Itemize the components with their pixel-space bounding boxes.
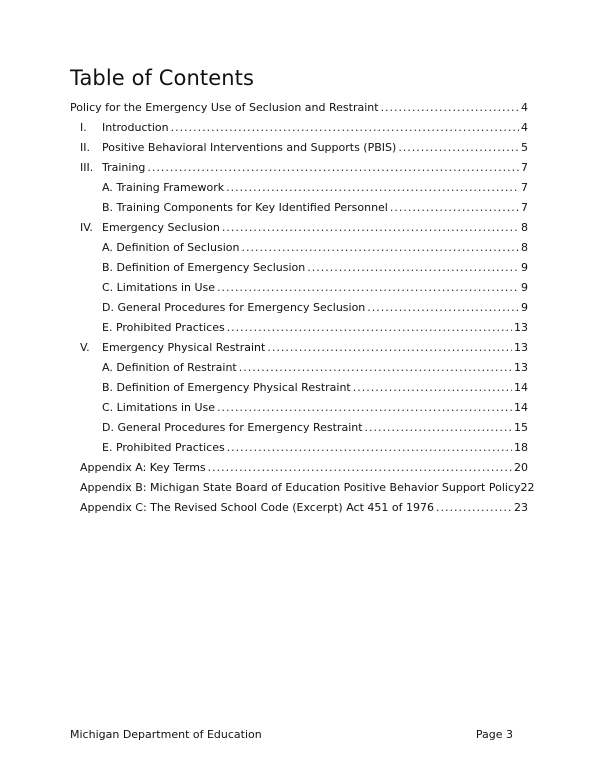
toc-page-number: 13 [514, 361, 528, 374]
toc-entry-number: IV. [80, 221, 93, 234]
toc-entry[interactable] [80, 160, 528, 176]
toc-entry[interactable] [102, 380, 528, 396]
toc-entry-title [80, 140, 396, 156]
toc-entry-title [102, 260, 305, 276]
toc-page-number: 9 [521, 261, 528, 274]
toc-entry[interactable] [80, 120, 528, 136]
toc-page-number: 4 [521, 101, 528, 114]
toc-entry-title [102, 420, 363, 436]
toc-entry-title [80, 460, 206, 476]
toc-entry[interactable] [102, 180, 528, 196]
toc-entry-title [102, 320, 225, 336]
toc-entry-label: C. Limitations in Use [102, 401, 216, 414]
toc-entry[interactable] [102, 240, 528, 256]
toc-entry-title [80, 340, 265, 356]
toc-entry-title [102, 280, 215, 296]
footer-page-number: Page 3 [475, 728, 513, 741]
toc-page-number: 14 [514, 401, 528, 414]
toc-dot-leader [242, 240, 520, 256]
toc-page-number: 20 [514, 461, 528, 474]
toc-entry-title [102, 380, 351, 396]
toc-entry-label: Training [102, 161, 146, 174]
toc-dot-leader [226, 180, 519, 196]
toc-dot-leader [227, 320, 512, 336]
toc-page-number: 22 [520, 481, 535, 494]
toc-entry[interactable] [102, 360, 528, 376]
toc-page-number: 15 [514, 421, 528, 434]
toc-dot-leader [222, 220, 519, 236]
toc-entry-title [102, 180, 224, 196]
toc-entry-label: D. General Procedures for Emergency Restraint [102, 421, 363, 434]
toc-dot-leader [239, 360, 512, 376]
toc-page-number: 8 [521, 221, 528, 234]
toc-page-number: 14 [514, 381, 528, 394]
toc-entry-title [80, 120, 169, 136]
toc-entry[interactable] [102, 280, 528, 296]
toc-entry[interactable] [102, 400, 528, 416]
toc-entry-label: Appendix C: The Revised School Code (Excerpt) Act 451 of 1976 [80, 501, 434, 514]
toc-dot-leader [217, 400, 512, 416]
toc-page-number: 7 [521, 181, 528, 194]
toc-page-number: 9 [521, 281, 528, 294]
toc-entry[interactable] [102, 420, 528, 436]
toc-entry[interactable] [102, 320, 528, 336]
footer-organization: Michigan Department of Education [70, 728, 262, 741]
toc-entry-number: II. [80, 141, 90, 154]
toc-entry-label: Appendix A: Key Terms [80, 461, 206, 474]
toc-entry-label: B. Definition of Emergency Seclusion [102, 261, 306, 274]
toc-dot-leader [398, 140, 519, 156]
toc-entry-number: III. [80, 161, 94, 174]
toc-dot-leader [208, 460, 512, 476]
toc-dot-leader [171, 120, 519, 136]
toc-dot-leader [307, 260, 519, 276]
toc-entry-label: A. Definition of Restraint [102, 361, 237, 374]
toc-dot-leader [147, 160, 519, 176]
toc-dot-leader [390, 200, 519, 216]
toc-dot-leader [353, 380, 512, 396]
toc-entry[interactable] [102, 300, 528, 316]
toc-dot-leader [367, 300, 519, 316]
toc-entry-label: A. Training Framework [102, 181, 225, 194]
toc-dot-leader [227, 440, 512, 456]
toc-dot-leader [365, 420, 512, 436]
toc-entry-title [102, 440, 225, 456]
toc-dot-leader [267, 340, 512, 356]
toc-entry-number: I. [80, 121, 87, 134]
toc-entry-title [80, 220, 220, 236]
toc-entry-title [102, 300, 365, 316]
toc-page-number: 18 [514, 441, 528, 454]
page-title: Table of Contents [70, 66, 255, 90]
toc-entry-label: Appendix B: Michigan State Board of Education Positive Behavior Support Policy [80, 481, 521, 494]
toc-entry[interactable] [80, 480, 535, 496]
toc-entry-label: Introduction [102, 121, 169, 134]
toc-page-number: 9 [521, 301, 528, 314]
toc-entry-label: Emergency Physical Restraint [102, 341, 266, 354]
toc-entry[interactable] [102, 260, 528, 276]
toc-dot-leader [381, 100, 519, 116]
toc-entry-label: Emergency Seclusion [102, 221, 220, 234]
toc-page-number: 13 [514, 341, 528, 354]
toc-entry-label: E. Prohibited Practices [102, 321, 225, 334]
toc-entry-number: V. [80, 341, 90, 354]
toc-entry[interactable] [102, 200, 528, 216]
toc-page-number: 13 [514, 321, 528, 334]
toc-entry[interactable] [70, 100, 528, 116]
toc-entry[interactable] [102, 440, 528, 456]
toc-entry-label: Policy for the Emergency Use of Seclusion and Restraint [70, 101, 379, 114]
toc-page-number: 5 [521, 141, 528, 154]
toc-entry-title [80, 500, 434, 516]
toc-entry[interactable] [80, 140, 528, 156]
toc-entry-label: C. Limitations in Use [102, 281, 216, 294]
toc-entry-label: D. General Procedures for Emergency Seclusion [102, 301, 366, 314]
toc-entry[interactable] [80, 500, 528, 516]
toc-page-number: 4 [521, 121, 528, 134]
toc-entry-label: B. Definition of Emergency Physical Restraint [102, 381, 351, 394]
toc-entry-label: E. Prohibited Practices [102, 441, 225, 454]
toc-dot-leader [436, 500, 512, 516]
toc-entry-title [102, 240, 240, 256]
toc-entry-title [70, 100, 379, 116]
toc-entry-title [102, 400, 215, 416]
toc-page-number: 23 [514, 501, 528, 514]
toc-entry-title [80, 160, 145, 176]
toc-entry-title [102, 200, 388, 216]
toc-entry-label: B. Training Components for Key Identified Personnel [102, 201, 388, 214]
toc-entry-label: Positive Behavioral Interventions and Supports (PBIS) [102, 141, 397, 154]
toc-entry-title [80, 480, 521, 496]
toc-dot-leader [217, 280, 519, 296]
toc-page-number: 8 [521, 241, 528, 254]
toc-page-number: 7 [521, 161, 528, 174]
toc-entry-title [102, 360, 237, 376]
page-footer [70, 728, 513, 741]
toc-entry[interactable] [80, 220, 528, 236]
toc-entry-label: A. Definition of Seclusion [102, 241, 240, 254]
toc-entry[interactable] [80, 340, 528, 356]
toc-entry[interactable] [80, 460, 528, 476]
toc-page-number: 7 [521, 201, 528, 214]
